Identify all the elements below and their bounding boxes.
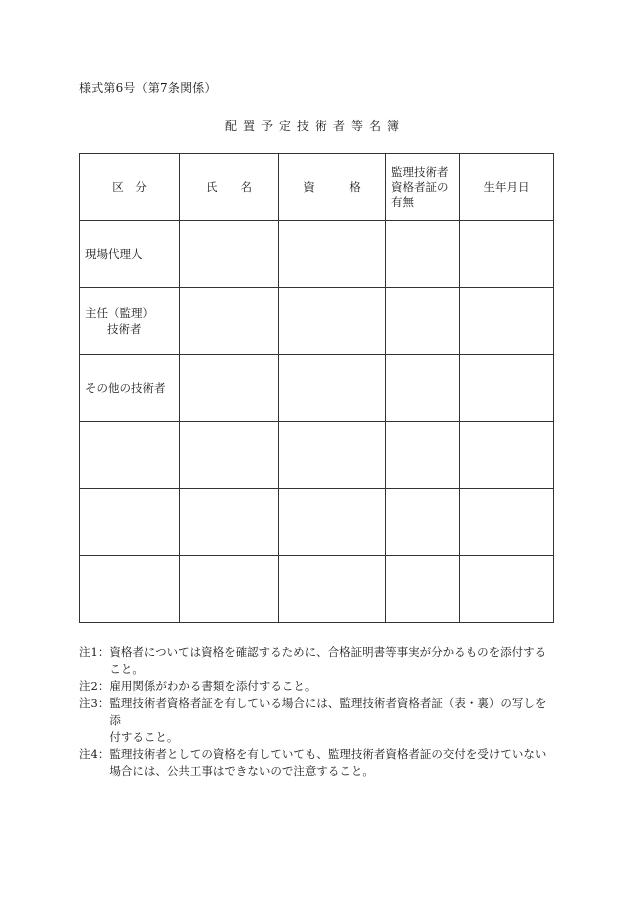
- note-text: [109, 644, 554, 678]
- header-birthdate: 生年月日: [460, 154, 554, 221]
- table-row: [80, 355, 554, 422]
- note-mark: 注2：: [79, 679, 110, 693]
- cell-birthdate[interactable]: [460, 489, 554, 556]
- note-line: 資格者については資格を確認するために、合格証明書等事実が分かるものを添付する: [109, 645, 547, 659]
- cell-birthdate[interactable]: [460, 422, 554, 489]
- cell-certificate[interactable]: [386, 422, 460, 489]
- cell-name[interactable]: [180, 355, 279, 422]
- row-label-other-engineers: その他の技術者: [80, 355, 180, 422]
- form-number-label: 様式第6号（第7条関係）: [79, 81, 217, 95]
- note-continuation: 付すること。: [109, 730, 179, 744]
- cell-name[interactable]: [180, 489, 279, 556]
- note-line: 雇用関係がわかる書類を添付すること。: [109, 679, 317, 693]
- table-row: [80, 221, 554, 288]
- cell-birthdate[interactable]: [460, 288, 554, 355]
- cell-qualification[interactable]: [279, 422, 386, 489]
- row-label-chief-engineer: [80, 288, 180, 355]
- cell-category[interactable]: [80, 489, 180, 556]
- note-mark: 注4：: [79, 747, 110, 761]
- note-continuation: 場合には、公共工事はできないので注意すること。: [109, 764, 374, 778]
- note-text: [109, 695, 554, 746]
- header-certificate-line3: 有無: [391, 194, 414, 209]
- cell-birthdate[interactable]: [460, 556, 554, 623]
- header-certificate: [386, 154, 460, 221]
- cell-name[interactable]: [180, 422, 279, 489]
- note-mark: 注1：: [79, 645, 110, 659]
- notes-section: [79, 644, 554, 780]
- row-label-chief-line1: 主任（監理）: [85, 306, 154, 320]
- cell-certificate[interactable]: [386, 489, 460, 556]
- note-continuation: こと。: [109, 662, 144, 676]
- table-row: [80, 288, 554, 355]
- header-name: 氏 名: [180, 154, 279, 221]
- header-certificate-line2: 資格者証の: [391, 179, 449, 194]
- cell-certificate[interactable]: [386, 556, 460, 623]
- cell-name[interactable]: [180, 556, 279, 623]
- cell-qualification[interactable]: [279, 556, 386, 623]
- personnel-roster-table: [79, 153, 554, 623]
- cell-name[interactable]: [180, 221, 279, 288]
- table-row: [80, 422, 554, 489]
- cell-qualification[interactable]: [279, 489, 386, 556]
- note-item: [79, 746, 554, 780]
- cell-name[interactable]: [180, 288, 279, 355]
- cell-qualification[interactable]: [279, 288, 386, 355]
- note-text: [109, 678, 554, 695]
- row-label-site-agent: 現場代理人: [80, 221, 180, 288]
- cell-certificate[interactable]: [386, 288, 460, 355]
- cell-birthdate[interactable]: [460, 355, 554, 422]
- note-item: [79, 695, 554, 746]
- document-title: 配置予定技術者等名簿: [224, 119, 405, 133]
- note-text: [109, 746, 554, 780]
- note-item: [79, 644, 554, 678]
- table-row: [80, 489, 554, 556]
- note-mark: 注3：: [79, 696, 110, 710]
- cell-certificate[interactable]: [386, 355, 460, 422]
- note-item: [79, 678, 554, 695]
- table-header-row: [80, 154, 554, 221]
- note-line: 監理技術者資格者証を有している場合には、監理技術者資格者証（表・裏）の写しを添: [109, 696, 547, 727]
- cell-category[interactable]: [80, 422, 180, 489]
- row-label-chief-line2: 技術者: [107, 322, 142, 336]
- cell-birthdate[interactable]: [460, 221, 554, 288]
- table-row: [80, 556, 554, 623]
- note-line: 監理技術者としての資格を有していても、監理技術者資格者証の交付を受けていない: [109, 747, 547, 761]
- cell-category[interactable]: [80, 556, 180, 623]
- cell-certificate[interactable]: [386, 221, 460, 288]
- cell-qualification[interactable]: [279, 355, 386, 422]
- header-certificate-line1: 監理技術者: [391, 164, 449, 179]
- cell-qualification[interactable]: [279, 221, 386, 288]
- header-qualification: 資 格: [279, 154, 386, 221]
- header-category: 区 分: [80, 154, 180, 221]
